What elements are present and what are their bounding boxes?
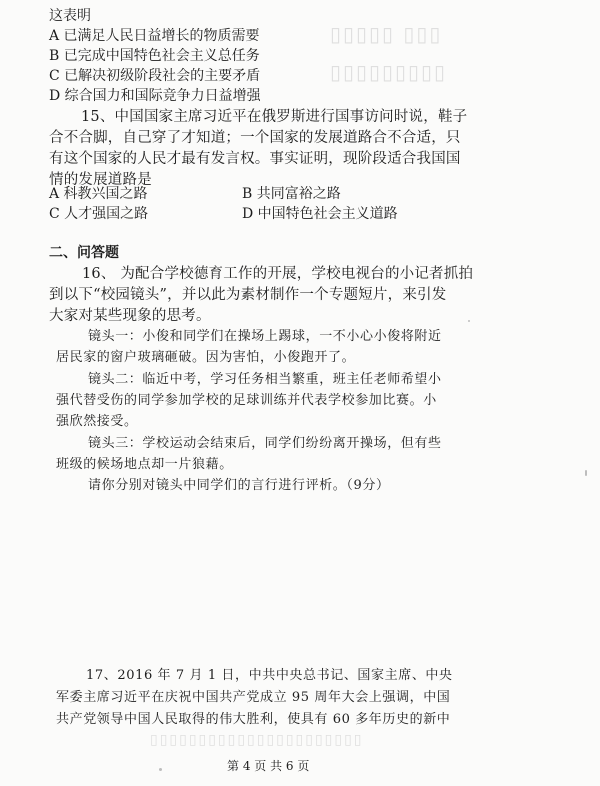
q16-prompt: 请你分别对镜头中同学们的言行进行评析。（9分） <box>88 478 390 493</box>
q16-shot-line: 镜头一：小俊和同学们在操场上踢球，一不小心小俊将附近 <box>88 329 442 344</box>
q17-line: 17、2016 年 7 月 1 日，中共中央总书记、国家主席、中央 <box>86 668 453 683</box>
scan-speck <box>585 470 587 476</box>
q16-shot-line: 强代替受伤的同学参加学校的足球训练并代表学校参加比赛。小 <box>56 393 437 408</box>
q14-stem: 这表明 <box>49 8 91 24</box>
q17-line: 军委主席习近平在庆祝中国共产党成立 95 周年大会上强调，中国 <box>56 690 451 705</box>
q15-option-c: C 人才强国之路 <box>49 206 149 222</box>
q15-line: 15、中国国家主席习近平在俄罗斯进行国事访问时说，鞋子 <box>81 109 468 125</box>
q16-intro-line: 到以下“校园镜头”，并以此为素材制作一个专题短片，来引发 <box>49 287 447 303</box>
page-number: 第 4 页 共 6 页 <box>227 759 310 773</box>
scan-speck <box>468 320 470 322</box>
q16-shot-line: 镜头三：学校运动会结束后，同学们纷纷离开操场，但有些 <box>88 436 442 451</box>
q16-intro-line: 大家对某些现象的思考。 <box>49 308 211 324</box>
q16-shot-line: 强欣然接受。 <box>56 414 138 429</box>
bleed-through-text: ▯▯▯▯▯▯▯▯▯▯▯▯▯▯▯▯▯▯▯▯▯▯ <box>150 732 364 748</box>
q15-line: 情的发展道路是 <box>49 172 152 188</box>
q16-shot-line: 居民家的窗户玻璃砸破。因为害怕，小俊跑开了。 <box>56 350 356 365</box>
q15-option-d: D 中国特色社会主义道路 <box>242 206 398 222</box>
q15-line: 有这个国家的人民才最有发言权。事实证明，现阶段适合我国国 <box>49 151 461 167</box>
q15-line: 合不合脚，自己穿了才知道；一个国家的发展道路合不合适，只 <box>49 130 461 146</box>
bleed-through-text: ▯▯▯▯▯▯▯▯▯ <box>330 60 448 84</box>
bleed-through-text: ▯▯▯▯▯ ▯▯▯ <box>330 22 443 46</box>
scan-speck <box>159 768 162 771</box>
q16-shot-line: 镜头二：临近中考，学习任务相当繁重，班主任老师希望小 <box>88 372 442 387</box>
q14-option-a: A 已满足人民日益增长的物质需要 <box>49 28 260 44</box>
q14-option-d: D 综合国力和国际竞争力日益增强 <box>49 88 261 104</box>
q16-shot-line: 班级的候场地点却一片狼藉。 <box>56 457 233 472</box>
q14-option-c: C 已解决初级阶段社会的主要矛盾 <box>49 68 261 84</box>
q15-option-a: A 科教兴国之路 <box>49 186 148 202</box>
section-heading: 二、问答题 <box>49 245 119 261</box>
q15-option-b: B 共同富裕之路 <box>242 186 341 202</box>
q14-option-b: B 已完成中国特色社会主义总任务 <box>49 48 260 64</box>
q17-line: 共产党领导中国人民取得的伟大胜利，使具有 60 多年历史的新中 <box>56 712 451 727</box>
q16-intro-line: 16、 为配合学校德育工作的开展，学校电视台的小记者抓拍 <box>82 266 474 282</box>
